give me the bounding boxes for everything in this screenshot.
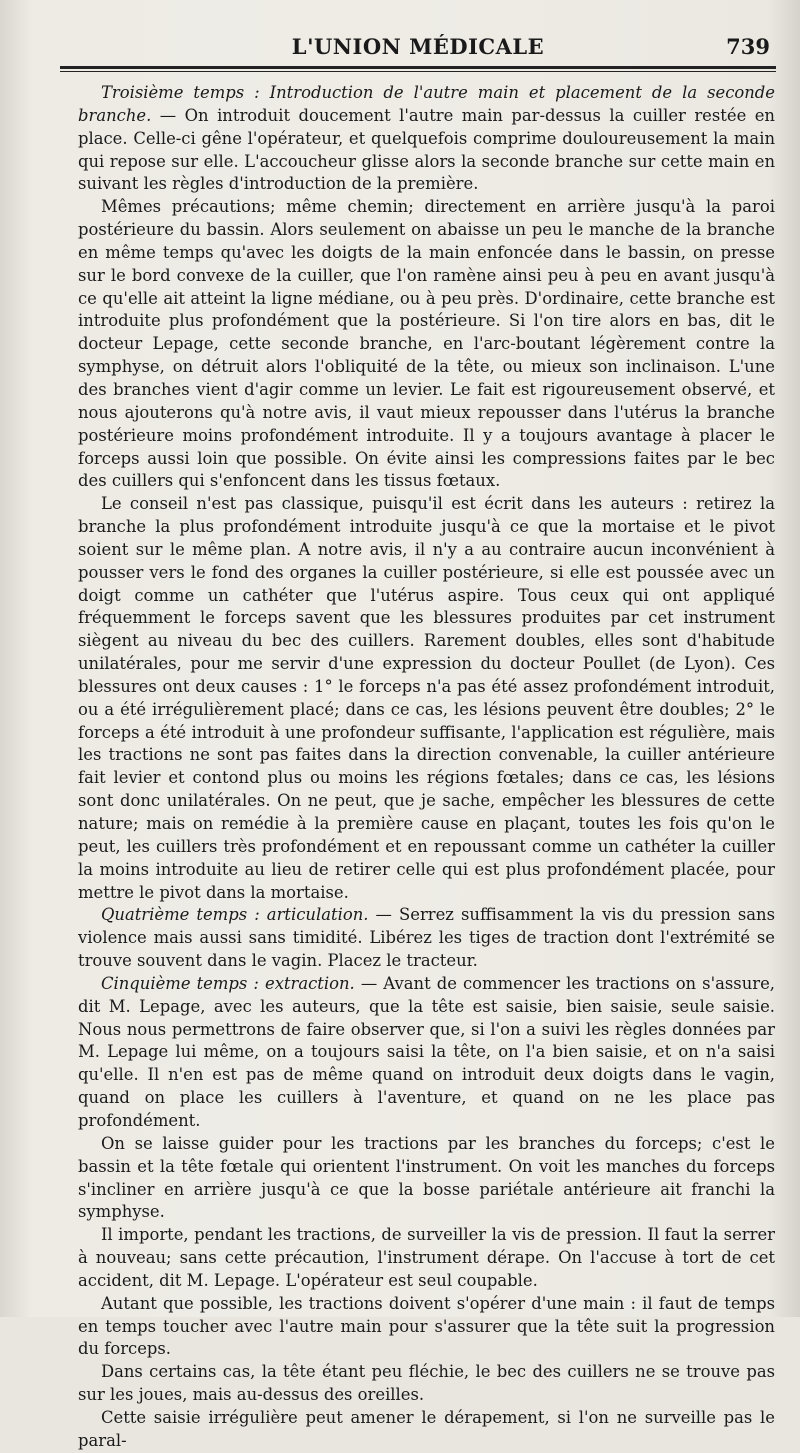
paragraph [78,1361,775,1407]
paragraph [78,1224,775,1293]
paragraph [78,1293,775,1362]
paragraph-text: — On introduit doucement l'autre main par-dessus la cuiller restée en place. Celle-ci gêne l'opérateur, et quelquefois comprime douloureusement la main qui repose sur elle. L'accoucheur glisse alors la seconde branche sur cette main en suivant les règles d'introduction de la première. [78,105,775,194]
paragraph-text: Cette saisie irrégulière peut amener le dérapement, si l'on ne surveille pas le paral- [78,1407,775,1450]
article-body [78,82,775,1453]
paragraph-text: Dans certains cas, la tête étant peu fléchie, le bec des cuillers ne se trouve pas sur les joues, mais au-dessus des oreilles. [78,1362,775,1405]
page-header [60,34,776,62]
paragraph-quatrieme-temps [78,904,775,973]
paragraph [78,1133,775,1224]
section-lead: Quatrième temps : articulation. [100,905,369,925]
page-number: 739 [726,34,770,59]
running-title: L'UNION MÉDICALE [291,34,545,59]
paragraph-troisieme-temps [78,82,775,196]
section-lead: Troisième temps : Introduction de l'autre main et placement de la seconde branche. [78,83,775,125]
paragraph-text: Il importe, pendant les tractions, de surveiller la vis de pression. Il faut la serrer à nouveau; sans cette précaution, l'instrument dérape. On l'accuse à tort de cet accident, dit M. Lepage. L'opérateur est seul coupable. [78,1225,775,1290]
paragraph-text: — Serrez suffisamment la vis du pression sans violence mais aussi sans timidité. Libérez les tiges de traction dont l'extrémité se trouve souvent dans le vagin. Placez le tracteur. [78,905,776,971]
paragraph-text: — Avant de commencer les tractions on s'assure, dit M. Lepage, avec les auteurs, que la tête est saisie, bien saisie, seule saisie. Nous nous permettrons de faire observer que, si l'on a suivi les règles données par M. Lepage lui même, on a toujours saisi la tête, on l'a bien saisie, et on n'a saisi qu'elle. Il n'en est pas de même quand on introduit deux doigts dans le vagin, quand on place les cuillers à l'aventure, et quand on ne les place pas profondément. [78,973,775,1130]
paragraph [78,493,775,904]
paragraph-text: Le conseil n'est pas classique, puisqu'il est écrit dans les auteurs : retirez la branche la plus profondément introduite jusqu'à ce que la mortaise et le pivot soient sur le même plan. A notre avis, il n'y a au contraire aucun inconvénient à pousser vers le fond des organes la cuiller postérieure, si elle est poussée avec un doigt comme un cathéter que l'utérus aspire. Tous ceux qui ont appliqué fréquemment le forceps savent que les blessures produites par cet instrument siègent au niveau du bec des cuillers. Rarement doubles, elles sont d'habitude unilatérales, pour me servir d'une expression du docteur Poullet (de Lyon). Ces blessures ont deux causes : 1° le forceps n'a pas été assez profondément introduit, ou a été irrégulièrement placé; dans ce cas, les lésions peuvent être doubles; 2° le forceps a été introduit à une profondeur suffisante, l'application est régulière, mais les tractions ne sont pas faites dans la direction convenable, la cuiller antérieure fait levier et contond plus ou moins les régions fœtales; dans ce cas, les lésions sont donc unilatérales. On ne peut, que je sache, empêcher les blessures de cette nature; mais on remédie à la première cause en plaçant, toutes les fois qu'on le peut, les cuillers très profondément et en repoussant comme un cathéter la cuiller la moins introduite au lieu de retirer celle qui est plus profondément placée, pour mettre le pivot dans la mortaise. [78,494,775,902]
paragraph-text: Autant que possible, les tractions doivent s'opérer d'une main : il faut de temps en temps toucher avec l'autre main pour s'assurer que la tête suit la progression du forceps. [78,1293,775,1359]
paragraph [78,1407,775,1453]
header-rule [60,66,776,72]
paragraph [78,196,775,493]
section-lead: Cinquième temps : extraction. [100,973,355,993]
paragraph-text: Mêmes précautions; même chemin; directement en arrière jusqu'à la paroi postérieure du bassin. Alors seulement on abaisse un peu le manche de la branche en même temps qu'avec les doigts de la main enfoncée dans le bassin, on presse sur le bord convexe de la cuiller, que l'on ramène ainsi peu à peu en avant jusqu'à ce qu'elle ait atteint la ligne médiane, ou à peu près. D'ordinaire, cette branche est introduite plus profondément que la postérieure. Si l'on tire alors en bas, dit le docteur Lepage, cette seconde branche, en l'arc-boutant légèrement contre la symphyse, on détruit alors l'obliquité de la tête, ou mieux son inclinaison. L'une des branches vient d'agir comme un levier. Le fait est rigoureusement observé, et nous ajouterons qu'à notre avis, il vaut mieux repousser dans l'utérus la branche postérieure moins profondément introduite. Il y a toujours avantage à placer le forceps aussi loin que possible. On évite ainsi les compressions faites par le bec des cuillers qui s'enfoncent dans les tissus fœtaux. [78,197,775,491]
paragraph-text: On se laisse guider pour les tractions par les branches du forceps; c'est le bassin et la tête fœtale qui orientent l'instrument. On voit les manches du forceps s'incliner en arrière jusqu'à ce que la bosse pariétale antérieure ait franchi la symphyse. [78,1133,775,1222]
paragraph-cinquieme-temps [78,973,775,1133]
